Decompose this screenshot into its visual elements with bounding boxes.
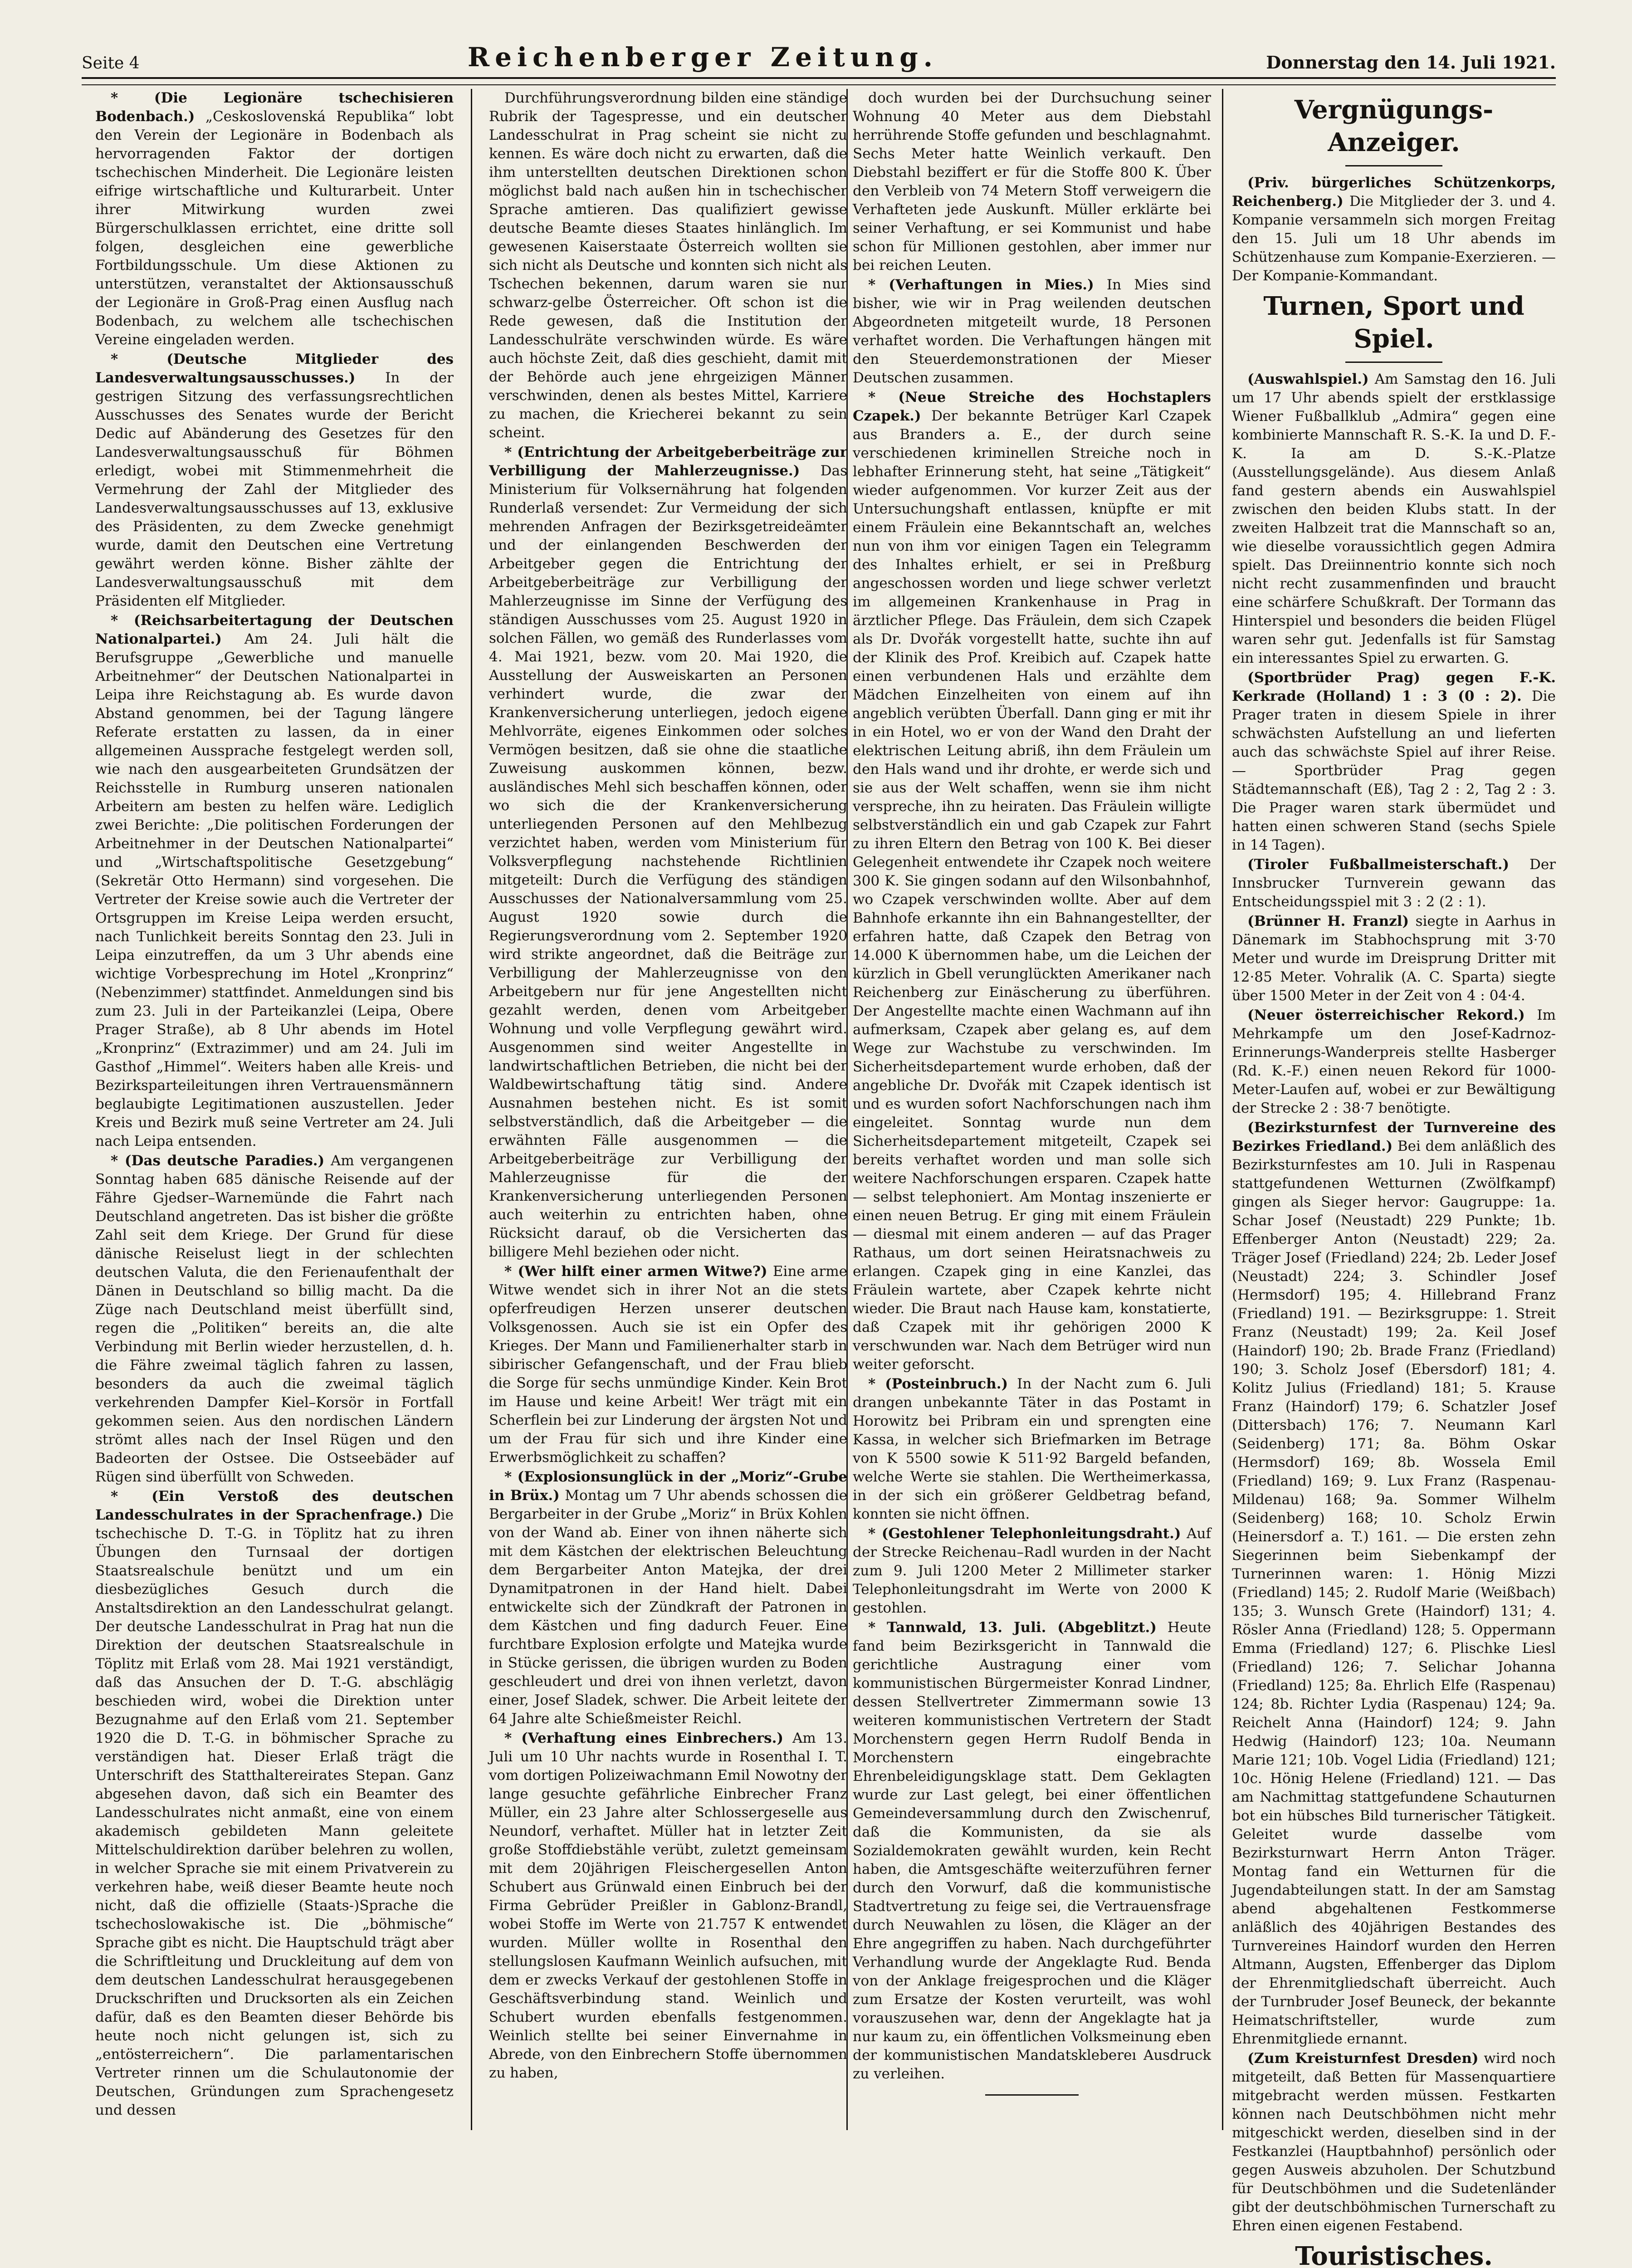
article-text: Am vergangenen Sonntag haben 685 dänische Reisende auf der Fähre Gjedser–Warnemünde die Fahrt nach Deutschland angetreten. Das ist bisher die größte Zahl seit dem Kriege. Der Grund für diese dänische Reiselust liegt in der schlechten deutschen Valuta, die den Ferienaufenthalt der Dänen in Deutschland so billig macht. Da die Züge nach Deutschland meist überfüllt sind, regen die „Politiken“ bereits an, die alte Verbindung mit Berlin wieder herzustellen, d. h. die Fähre zweimal täglich fahren zu lassen, besonders da auch die zweimal täglich verkehrenden Dampfer Kiel–Korsör in Fortfall gekommen seien. Aus den nordischen Ländern strömt alles nach der Insel Rügen und den Badeorten der Ostsee. Die Ostseebäder auf Rügen sind überfüllt von Schweden. [95,1153,454,1485]
article-text: Montag um 7 Uhr abends schossen die Bergarbeiter in der Grube „Moriz“ in Brüx Kohlen von der Wand ab. Einer von ihnen näherte sich mit dem Kästchen der elektrischen Beleuchtung dem Bergarbeiter Anton Matejka, der drei Dynamitpatronen in der Hand hielt. Dabei entwickelte sich der Zündkraft der Patronen in dem Kästchen und fing dadurch Feuer. Eine furchtbare Explosion erfolgte und Matejka wurde in Stücke gerissen, die übrigen wurden zu Boden geschleudert und drei von ihnen verletzt, davon einer, Josef Sladek, schwer. Die Arbeit leitete der 64 Jahre alte Schießmeister Reichl. [489,1487,848,1727]
article-text: In der Nacht zum 6. Juli drangen unbekannte Täter in das Postamt in Horowitz bei Pribram ein und sprengten eine Kassa, in welcher sich Briefmarken im Betrage von K 5500 sowie K 511·92 Bargeld befanden, welche Werte sie stahlen. Die Wertheimerkassa, in der sich ein größerer Geldbetrag befand, konnten sie nicht öffnen. [853,1376,1212,1522]
article [853,1525,1211,1618]
article-kicker: * (Wer hilft einer armen Witwe?) [504,1263,767,1280]
article-kicker: * (Das deutsche Paradies.) [111,1153,325,1169]
masthead: Reichenberger Zeitung. [467,42,938,73]
article-kicker: * (Ein Verstoß des deutschen Landesschulrates in der Sprachenfrage.) [95,1488,454,1523]
article-text: Eine arme Witwe wendet sich in ihrer Not an die stets opferfreudigen Herzen unserer deutschen Volksgenossen. Auch sie ist ein Opfer des Krieges. Der Mann und Familienerhalter starb in sibirischer Gefangenschaft, und der Frau blieb die Sorge für sechs unmündige Kinder. Kein Brot im Hause und keine Arbeit! Wer trägt mit ein Scherflein bei zur Linderung der ärgsten Not und um der Frau für sich und ihre Kinder eine Erwerbsmöglichkeit zu schaffen? [489,1263,847,1466]
article [489,1468,847,1728]
article-kicker: * (Entrichtung der Arbeitgeberbeiträge zur Verbilligung der Mahlerzeugnisse.) [489,444,847,479]
article-text: Heute fand beim Bezirksgericht in Tannwald die gerichtliche Austragung einer vom kommunistischen Bürgermeister Konrad Lindner, dessen Stellvertreter Zimmermann sowie 13 weiteren kommunistischen Vertretern der Stadt Morchenstern gegen Herrn Rudolf Benda in Morchenstern eingebrachte Ehrenbeleidigungsklage statt. Dem Geklagten wurde zur Last gelegt, bei einer öffentlichen Gemeindeversammlung durch den Zwischenruf, daß die Kommunisten, da sie als Sozialdemokraten gewählt wurden, kein Recht haben, die Amtsgeschäfte weiterzuführen ferner durch den Vorwurf, daß die kommunistische Stadtvertretung zu feige sei, die Vertrauensfrage durch Neuwahlen zu lösen, die Kläger an der Ehre angegriffen zu haben. Nach durchgeführter Verhandlung wurde der Angeklagte Rud. Benda von der Anklage freigesprochen und die Kläger zum Ersatze der Kosten verurteilt, was wohl vorauszusehen war, denn der Angeklagte hat ja nur kaum zu, ein öffentlichen Volksmeinung eben der kommunistischen Mandatsklebereı Ausdruck zu verleihen. [853,1619,1212,2082]
end-rule [985,2094,1078,2096]
header-rule [82,77,1556,85]
article [1232,2049,1556,2235]
article [853,1618,1211,2083]
article-text: Der bekannte Betrüger Karl Czapek aus Branders a. E., der durch seine verschiedenen kriminellen Streiche noch in lebhafter Erinnerung steht, hat seine „Tätigkeit“ wieder aufgenommen. Vor kurzer Zeit aus der Untersuchungshaft entlassen, knüpfte er mit einem Fräulein eine Bekanntschaft an, welches nun von ihm vor einigen Tagen ein Telegramm des Inhaltes erhielt, er sei in Preßburg angeschossen worden und liege schwer verletzt im allgemeinen Krankenhause in Prag in ärztlicher Pflege. Das Fräulein, dem sich Czapek als Dr. Dvořák vorgestellt hatte, suchte ihn auf der Klinik des Prof. Kreibich auf. Czapek hatte einen verbundenen Hals und erzählte dem Mädchen Einzelheiten von einem auf ihn angeblich verübten Überfall. Dann ging er mit ihr in ein Hotel, wo er von der Wand den Draht der elektrischen Leitung abriß, ihn dem Fräulein um den Hals wand und ihr drohte, er werde sich und sie aus der Welt schaffen, wenn sie ihm nicht verspreche, ihn zu heiraten. Das Fräulein willigte selbstverständlich ein und gab Czapek zur Fahrt zu ihren Eltern den Betrag von 100 K. Bei dieser Gelegenheit entwendete ihr Czapek noch weitere 300 K. Sie gingen sodann auf den Wilsonbahnhof, wo Czapek verschwinden wollte. Aber auf dem Bahnhofe erkannte ihn ein Bahnangestellter, der erfahren hatte, daß Czapek den Betrag von 14.000 K übernommen habe, um die Leichen der kürzlich in Gbell verunglückten Amerikaner nach Reichenberg zur Einäscherung zu überführen. Der Angestellte machte einen Wachmann auf ihn aufmerksam, Czapek aber gelang es, auf dem Wege zur Wachstube zu verschwinden. Im Sicherheitsdepartement wurde erhoben, daß der angebliche Dr. Dvořák mit Czapek identisch ist und es wurden sofort Nachforschungen nach ihm eingeleitet. Sonntag wurde nun dem Sicherheitsdepartement mitgeteilt, Czapek sei bereits verhaftet worden und man solle sich weitere Nachforschungen ersparen. Czapek hatte — selbst telephoniert. Am Montag inszenierte er einen neuen Betrug. Er ging mit einem Fräulein — diesmal mit einem anderen — auf das Prager Rathaus, um dort seinen Heiratsnachweis zu erlangen. Czapek ging in eine Kanzlei, das Fräulein wartete, aber Czapek kehrte nicht wieder. Die Braut nach Hause kam, konstatierte, daß Czapek mit ihr gehörigen 2000 K verschwunden war. Nach dem Betrüger wird nun weiter geforscht. [853,408,1212,1373]
article-kicker: (Bezirksturnfest der Turnvereine des Bezirkes Friedland.) [1232,1119,1556,1154]
article [1232,1119,1556,2048]
article-text: Am Samstag den 16. Juli um 17 Uhr abends spielt der erstklassige Wiener Fußballklub „Admira“ gegen eine kombinierte Mannschaft R. S.-K. Ia und D. F.-K. Ia am D. S.-K.-Platze (Ausstellungsgelände). Aus diesem Anlaß fand gestern abends ein Auswahlspiel zwischen den beiden Klubs statt. In der zweiten Halbzeit trat die Mannschaft so an, wie dieselbe voraussichtlich gegen Admira spielt. Das Dreiinnentrio konnte sich noch nicht recht zusammenfinden und braucht eine schärfere Schußkraft. Der Tormann das Hinterspiel und besonders die beiden Flügel waren sehr gut. Jedenfalls ist für Samstag ein interessantes Spiel zu erwarten. G. [1232,371,1556,666]
section-heading: Touristisches. [1295,2241,1493,2268]
article [95,611,454,1151]
article [1232,669,1556,855]
article-text: Die Mitglieder der 3. und 4. Kompanie versammeln sich morgen Freitag den 15. Juli um 18 Uhr abends im Schützenhause zum Kompanie-Exerzieren. — Der Kompanie-Kommandant. [1232,193,1556,284]
article-text: Bei dem anläßlich des Bezirksturnfestes am 10. Juli in Raspenau stattgefundenen Wetturnen (Zwölfkampf) gingen als Sieger hervor: Gaugruppe: 1a. Schar Josef (Neustadt) 229 Punkte; 1b. Effenberger Anton (Neustadt) 229; 2a. Träger Josef (Friedland) 224; 2b. Leder Josef (Neustadt) 224; 3. Schindler Josef (Hermsdorf) 195; 4. Hillebrand Franz (Friedland) 191. — Bezirksgruppe: 1. Streit Franz (Neustadt) 199; 2a. Keil Josef (Haindorf) 190; 2b. Brade Franz (Friedland) 190; 3. Scholz Josef (Ebersdorf) 181; 4. Kolitz Julius (Friedland) 181; 5. Krause Franz (Haindorf) 179; 6. Schatzler Josef (Dittersbach) 176; 7. Neumann Karl (Seidenberg) 171; 8a. Böhm Oskar (Hermsdorf) 169; 8b. Wossela Emil (Friedland) 169; 9. Lux Franz (Raspenau-Mildenau) 168; 9a. Sommer Wilhelm (Seidenberg) 168; 10. Scholz Erwin (Heinersdorf a. T.) 161. — Die ersten zehn Siegerinnen beim Siebenkampf der Turnerinnen waren: 1. Hönig Mizzi (Friedland) 145; 2. Rudolf Marie (Weißbach) 135; 3. Wunsch Grete (Haindorf) 131; 4. Rösler Anna (Friedland) 128; 5. Oppermann Emma (Friedland) 127; 6. Plischke Liesl (Friedland) 126; 7. Selichar Johanna (Friedland) 125; 8a. Ehrlich Elfe (Raspenau) 124; 8b. Richter Lydia (Raspenau) 124; 9a. Reichelt Anna (Haindorf) 124; 9. Jahn Hedwig (Haindorf) 123; 10a. Neumann Marie 121; 10b. Vogel Lidia (Friedland) 121; 10c. Hönig Helene (Friedland) 121. — Das am Nachmittag stattgefundene Schauturnen bot ein hübsches Bild turnerischer Tätigkeit. Geleitet wurde dasselbe vom Bezirksturnwart Herrn Anton Träger. Montag fand ein Wetturnen für die Jugendabteilungen statt. In der am Samstag abend abgehaltenen Festkommerse anläßlich des 40jährigen Bestandes des Turnvereines Haindorf wurden den Herren Altmann, Augsten, Effenberger das Diplom der Ehrenmitgliedschaft überreicht. Auch der Turnbruder Josef Beuneck, der bekannte Heimatschriftsteller, wurde zum Ehrenmitgliede ernannt. [1232,1138,1556,2047]
article [95,1152,454,1486]
article-kicker: (Auswahlspiel.) [1247,371,1369,387]
article-text: Durchführungsverordnung bilden eine ständige Rubrik der Tagespresse, und ein deutscher Landesschulrat in Prag scheint sie nicht zu kennen. Es wäre doch nicht zu erwarten, daß die ihm unterstellten deutschen Direktionen schon möglichst bald nach außen hin in tschechischer Sprache amtieren. Das qualifiziert gewisse deutsche Beamte dieses Staates hinlänglich. Im gewesenen Kaiserstaate Österreich wollten sie sich nicht als Deutsche und konnten sich nicht als Tschechen bekennen, darum waren sie nur schwarz-gelbe Österreicher. Oft schon ist die Rede gewesen, daß die Institution der Landesschulräte verschwinden würde. Es wäre auch höchste Zeit, daß dies geschieht, damit mit der Behörde auch jene ehrgeizigen Männer verschwinden, denen als bestes Mittel, Karriere zu machen, die Kriecherei bekannt zu sein scheint. [489,90,847,441]
article [489,89,847,442]
article [489,443,847,1261]
section-rule [1345,362,1442,363]
article-text: Das Ministerium für Volksernährung hat folgenden Runderlaß versendet: Zur Vermeidung der sich mehrenden Anfragen der Bezirksgetreideämter und der einlangenden Beschwerden der Arbeitgeber gegen die Entrichtung der Arbeitgeberbeiträge zur Verbilligung der Mahlerzeugnisse im Sinne der Verfügung des ständigen Ausschusses vom 25. August 1920 in solchen Fällen, wo gemäß des Runderlasses vom 4. Mai 1921, bezw. vom 20. Mai 1920, die Ausstellung der Ausweiskarten an Personen verhindert wurde, die zwar der Krankenversicherung unterliegen, jedoch eigene Mehlvorräte, eigenes Einkommen oder solches Vermögen besitzen, daß sie ohne die staatliche Zuweisung auskommen können, bezw. ausländisches Mehl sich beschaffen können, oder wo sich die der Krankenversicherung unterliegenden Personen auf den Mehlbezug verzichtet haben, werden vom Ministerium für Volksverpflegung nachstehende Richtlinien mitgeteilt: Durch die Verfügung des ständigen Ausschusses der Nationalversammlung vom 25. August 1920 sowie durch die Regierungsverordnung vom 2. September 1920 wird strikte angeordnet, daß die Beiträge zur Verbilligung der Mahlerzeugnisse von den Arbeitgebern nur für jene Angestellten nicht gezahlt werden, denen vom Arbeitgeber Wohnung und volle Verpflegung gewährt wird. Ausgenommen sind weiter Angestellte in landwirtschaftlichen Betrieben, die nicht bei der Waldbewirtschaftung tätig sind. Andere Ausnahmen bestehen nicht. Es ist somit selbstverständlich, daß die Arbeitgeber — die erwähnten Fälle ausgenommen — die Arbeitgeberbeiträge zur Verbilligung der Mahlerzeugnisse für die der Krankenversicherung unterliegenden Personen auch weiterhin zu entrichten haben, ohne Rücksicht darauf, ob die Versicherten das billigere Mehl beziehen oder nicht. [489,463,847,1260]
article-kicker: * (Neue Streiche des Hochstaplers Czapek.) [853,389,1211,424]
article [489,1262,847,1467]
article-kicker: (Brünner H. Franzl) [1247,913,1409,929]
article-kicker: * (Posteinbruch.) [868,1376,1008,1392]
article-text: doch wurden bei der Durchsuchung seiner Wohnung 40 Meter aus dem Diebstahl herrührende Stoffe gefunden und beschlagnahmt. Sechs Meter hatte Weinlich verkauft. Den Diebstahl beziffert er für die Stoffe 800 K. Über den Verbleib von 74 Metern Stoff verweigern die Verhafteten jede Auskunft. Müller erklärte bei seiner Verhaftung, er sei Kommunist und habe schon für Millionen gestohlen, aber immer nur bei reichen Leuten. [853,90,1211,274]
article [95,1487,454,2120]
section-heading: Vergnügungs-Anzeiger. [1294,95,1494,157]
column-1 [95,89,454,2130]
article-kicker: (Tiroler Fußballmeisterschaft.) [1247,856,1510,873]
article-kicker: * (Die Legionäre tschechisieren Bodenbach.) [95,90,454,125]
article-text: wird noch mitgeteilt, daß Betten für Massenquartiere mitgebracht werden müssen. Festkarten können nach Deutschböhmen nicht mehr mitgeschickt werden, dieselben sind in der Festkanzlei (Hauptbahnhof) persönlich oder gegen Ausweis abzuholen. Der Schutzbund für Deutschböhmen und die Sudetenländer gibt der deutschböhmischen Turnerschaft zu Ehren einen eigenen Festabend. [1232,2050,1556,2234]
column-2 [489,89,847,2130]
issue-date: Donnerstag den 14. Juli 1921. [1266,52,1556,73]
column-3 [853,89,1211,2130]
article-text: „Ceskoslovenská Republika“ lobt den Verein der Legionäre in Bodenbach als hervorragenden Faktor der dortigen tschechischen Minderheit. Die Legionäre leisten eifrige wirtschaftliche und Kulturarbeit. Unter ihrer Mitwirkung wurden zwei Bürgerschulklassen errichtet, eine dritte soll folgen, desgleichen eine gewerbliche Fortbildungsschule. Um diese Aktionen zu unterstützen, veranstaltet der Aktionsausschuß der Legionäre in Groß-Prag einen Ausflug nach Bodenbach, zu welchem alle tschechischen Vereine eingeladen werden. [95,108,454,348]
page-number: Seite 4 [82,54,140,73]
article [1232,370,1556,668]
article [95,89,454,349]
section-rule [1345,165,1442,166]
article [95,350,454,611]
article [853,89,1211,275]
section-heading: Turnen, Sport und Spiel. [1263,291,1525,354]
article-kicker: (Sportbrüder Prag) gegen F.-K. Kerkrade (Holland) 1 : 3 (0 : 2). [1232,670,1556,704]
article [1232,174,1556,285]
article-text: Der Innsbrucker Turnverein gewann das Entscheidungsspiel mit 3 : 2 (2 : 1). [1232,856,1556,910]
article-kicker: * (Reichsarbeitertagung der Deutschen Nationalpartei.) [95,612,454,647]
article-text: Die tschechische D. T.-G. in Töplitz hat zu ihren Übungen den Turnsaal der dortigen Staatsrealschule benützt und um ein diesbezügliches Gesuch durch die Anstaltsdirektion an den Landesschulrat gelangt. Der deutsche Landesschulrat in Prag hat nun die Direktion der deutschen Staatsrealschule in Töplitz mit Erlaß vom 28. Mai 1921 verständigt, daß das Ansuchen der D. T.-G. abschlägig beschieden wird, wobei die Direktion unter Bezugnahme auf den Erlaß vom 21. September 1920 die D. T.-G. in böhmischer Sprache zu verständigen hat. Dieser Erlaß trägt die Unterschrift des Statthaltereirates Stepan. Ganz abgesehen davon, daß sich ein Beamter des Landesschulrates nicht anmaßt, eine von einem akademisch gebildeten Mann geleitete Mittelschuldirektion darüber belehren zu wollen, in welcher Sprache sie mit einem Privatverein zu verkehren habe, weiß dieser Beamte heute noch nicht, daß die offizielle (Staats-)Sprache die tschechoslowakische ist. Die „böhmische“ Sprache gibt es nicht. Die Hauptschuld trägt aber die Schriftleitung und Druckleitung auf dem von dem deutschen Landesschulrat herausgegebenen Druckschriften und Drucksorten als ein Zeichen dafür, daß es den Beamten dieser Behörde bis heute noch nicht gelungen ist, sich zu „entösterreichern“. Die parlamentarischen Vertreter rinnen um die Schulautonomie der Deutschen, Gründungen zum Sprachengesetz und dessen [95,1507,454,2118]
article [853,276,1211,387]
column-4 [1232,89,1556,2268]
article-kicker: * (Gestohlener Telephonleitungsdraht.) [868,1525,1181,1542]
article-kicker: (Neuer österreichischer Rekord.) [1247,1007,1525,1023]
article [1232,855,1556,911]
article [489,1729,847,2082]
article-kicker: (Zum Kreisturnfest Dresden) [1247,2050,1479,2067]
article [853,1375,1211,1524]
article-text: Im Mehrkampfe um den Josef-Kadrnoz-Erinnerungs-Wanderpreis stellte Hasberger (Rd. K.-F.) einen neuen Rekord für 1000-Meter-Laufen auf, wobei er zur Bewältigung der Strecke 2 : 38·7 benötigte. [1232,1007,1556,1116]
article-text: Am 13. Juli um 10 Uhr nachts wurde in Rosenthal I. T. vom dortigen Polizeiwachmann Emil Nowotny der lange gesuchte gefährliche Einbrecher Franz Müller, ein 23 Jahre alter Schlossergeselle aus Neundorf, verhaftet. Müller hat in letzter Zeit große Stoffdiebstähle verübt, zuletzt gemeinsam mit dem 20jährigen Fleischergesellen Anton Schubert aus Grünwald einen Einbruch bei der Firma Gebrüder Preißler in Gablonz-Brandl, wobei Stoffe im Werte von 21.757 K entwendet wurden. Müller wollte in Rosenthal den stellungslosen Kaufmann Weinlich aufsuchen, mit dem er zwecks Verkauf der gestohlenen Stoffe in Geschäftsverbindung stand. Weinlich und Schubert wurden ebenfalls festgenommen. Weinlich stellte bei seiner Einvernahme in Abrede, von den Einbrechern Stoffe übernommen zu haben, [489,1730,848,2081]
article-text: Die Prager traten in diesem Spiele in ihrer schwächsten Aufstellung an und lieferten auch das schwächste Spiel auf ihrer Reise. — Sportbrüder Prag gegen Städtemannschaft (Eß), Tag 2 : 2, Tag 2 : 3. Die Prager waren stark übermüdet und hatten einen schweren Stand (sechs Spiele in 14 Tagen). [1232,688,1556,853]
article-kicker: * (Deutsche Mitglieder des Landesverwaltungsausschusses.) [95,351,454,386]
column-divider [471,89,472,2130]
article-kicker: (Priv. bürgerliches Schützenkorps, Reichenberg.) [1232,175,1556,210]
article [853,388,1211,1374]
article [1232,912,1556,1005]
article-kicker: * (Explosionsunglück in der „Moriz“-Grube in Brüx.) [489,1469,847,1504]
article-kicker: * Tannwald, 13. Juli. (Abgeblitzt.) [868,1619,1157,1636]
article [1232,1006,1556,1118]
article-text: Auf der Strecke Reichenau–Radl wurden in der Nacht zum 9. Juli 1200 Meter 2 Millimeter starker Telephonleitungsdraht im Werte von 2000 K gestohlen. [853,1525,1211,1616]
article-text: Am 24. Juli hält die Berufsgruppe „Gewerbliche und manuelle Arbeitnehmer“ der Deutschen Nationalpartei in Leipa ihre Reichstagung ab. Es wurde davon Abstand genommen, bei der Tagung längere Referate erstatten zu lassen, da in einer allgemeinen Aussprache festgelegt werden soll, wie nach den ausgearbeiteten Grundsätzen der Reichsstelle in Rumburg unseren nationalen Arbeitern am besten zu helfen wäre. Lediglich zwei Berichte: „Die politischen Forderungen der Arbeitnehmer in der Deutschen Nationalpartei“ und „Wirtschaftspolitische Gesetzgebung“ (Sekretär Otto Hermann) sind vorgesehen. Die Vertreter der Kreise sowie auch die Vertreter der Ortsgruppen im Kreise Leipa werden ersucht, nach Tunlichkeit bereits Sonntag den 23. Juli in Leipa einzutreffen, da um 3 Uhr abends eine wichtige Vorbesprechung im Hotel „Kronprinz“ (Nebenzimmer) stattfindet. Anmeldungen sind bis zum 23. Juli in der Parteikanzlei (Leipa, Obere Prager Straße), ab 8 Uhr abends im Hotel „Kronprinz“ (Extrazimmer) und am 24. Juli im Gasthof „Himmel“. Weiters haben alle Kreis- und Bezirksparteileitungen ihren Vertrauensmännern beglaubigte Legitimationen auszustellen. Jeder Kreis und Bezirk muß seine Vertreter am 24. Juli nach Leipa entsenden. [95,631,454,1149]
column-divider [1222,89,1223,2130]
article-text: In der gestrigen Sitzung des verfassungsrechtlichen Ausschusses des Senates wurde der Bericht Dedic auf Abänderung des Gesetzes für den Landesverwaltungsausschuß für Böhmen erledigt, wobei mit Stimmenmehrheit die Vermehrung der Zahl der Mitglieder des Landesverwaltungsausschusses auf 13, exklusive des Präsidenten, zu dem Zwecke genehmigt wurde, damit den Deutschen eine Vertretung gewährt werden könne. Bisher zählte der Landesverwaltungsausschuß mit dem Präsidenten elf Mitglieder. [95,370,454,609]
page-header [82,42,1556,73]
column-divider [846,89,848,2130]
article-text: In Mies sind bisher, wie wir in Prag weilenden deutschen Abgeordneten mitgeteilt wurde, 18 Personen verhaftet worden. Die Verhaftungen hängen mit den Steuerdemonstrationen der Mieser Deutschen zusammen. [853,277,1211,386]
article-kicker: * (Verhaftungen in Mies.) [868,277,1094,293]
article-kicker: * (Verhaftung eines Einbrechers.) [504,1730,784,1746]
article-text: siegte in Aarhus in Dänemark im Stabhochsprung mit 3·70 Meter und wurde im Dreisprung Dritter mit 12·85 Meter. Vohralik (A. C. Sparta) siegte über 1500 Meter in der Zeit von 4 : 04·4. [1232,913,1556,1004]
